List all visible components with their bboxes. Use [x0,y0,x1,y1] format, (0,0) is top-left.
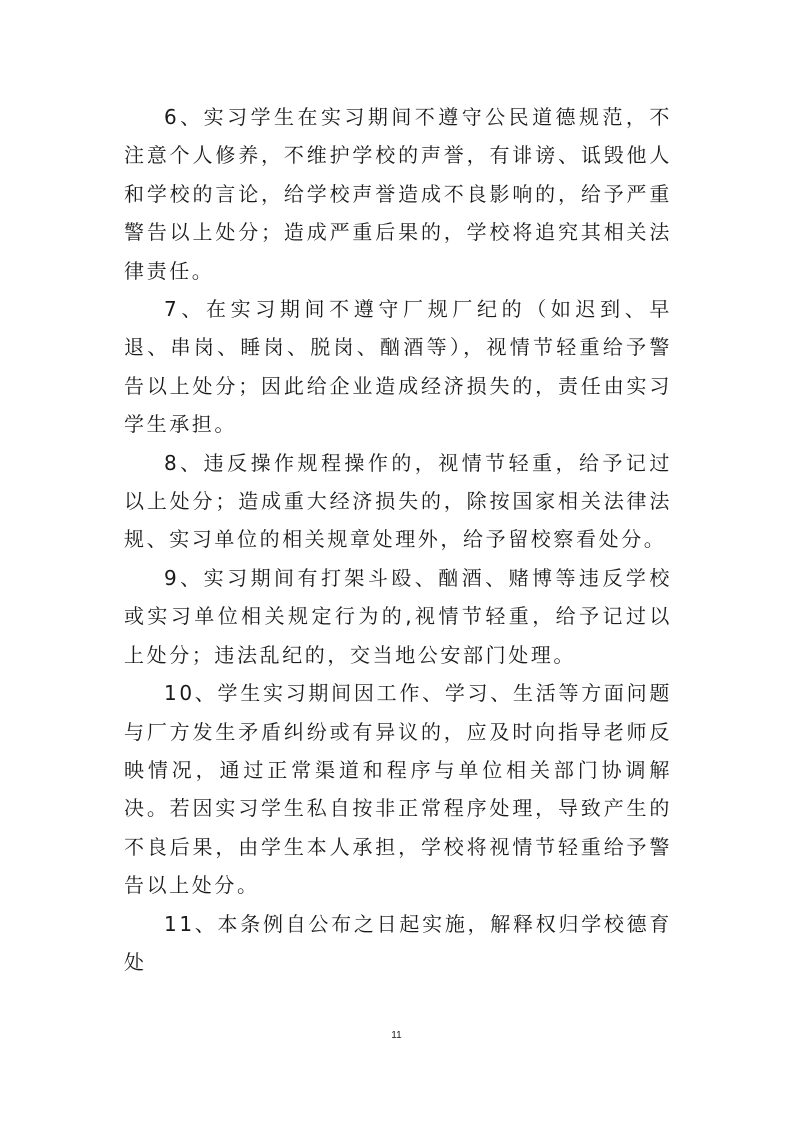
rule-item-9: 9、实习期间有打架斗殴、酗酒、赌博等违反学校或实习单位相关规定行为的,视情节轻重，给予记过以上处分；违法乱纪的，交当地公安部门处理。 [124,565,672,667]
page-number: 11 [391,1030,402,1041]
rule-item-11: 11、本条例自公布之日起实施，解释权归学校德育处 [124,911,672,974]
document-body [124,98,672,981]
rule-item-8: 8、违反操作规程操作的，视情节轻重，给予记过以上处分；造成重大经济损失的，除按国家相关法律法规、实习单位的相关规章处理外，给予留校察看处分。 [124,450,672,552]
rule-item-10: 10、学生实习期间因工作、学习、生活等方面问题与厂方发生矛盾纠纷或有异议的，应及时向指导老师反映情况，通过正常渠道和程序与单位相关部门协调解决。若因实习学生私自按非正常程序处理，导致产生的不良后果，由学生本人承担，学校将视情节轻重给予警告以上处分。 [124,681,672,898]
rule-item-6: 6、实习学生在实习期间不遵守公民道德规范，不注意个人修养，不维护学校的声誉，有诽谤、诋毁他人和学校的言论，给学校声誉造成不良影响的，给予严重警告以上处分；造成严重后果的，学校将追究其相关法律责任。 [124,105,672,283]
rule-item-7: 7、在实习期间不遵守厂规厂纪的（如迟到、早退、串岗、睡岗、脱岗、酗酒等），视情节轻重给予警告以上处分；因此给企业造成经济损失的，责任由实习学生承担。 [124,297,672,437]
